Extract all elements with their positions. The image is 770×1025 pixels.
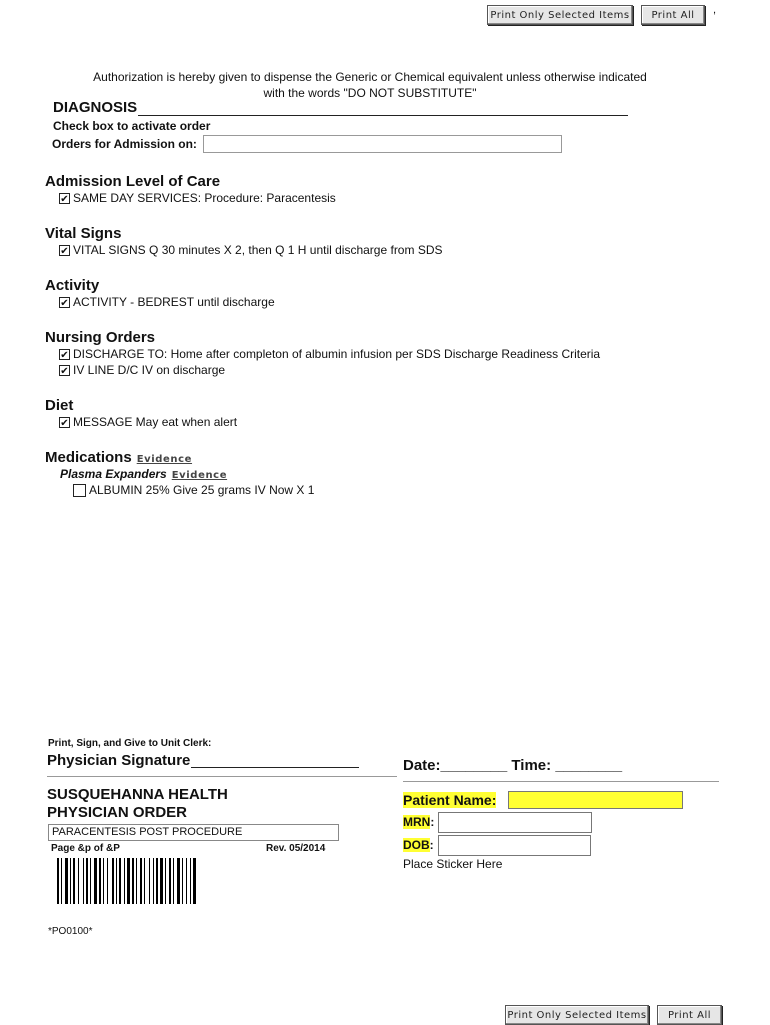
medications-title-text: Medications	[45, 449, 132, 466]
org-line-1: SUSQUEHANNA HEALTH	[47, 786, 228, 803]
order-item-albumin[interactable]	[73, 483, 314, 497]
order-text: VITAL SIGNS Q 30 minutes X 2, then Q 1 H until discharge from SDS	[73, 243, 443, 257]
plasma-evidence-link[interactable]: Evidence	[171, 470, 228, 481]
authorization-line-1: Authorization is hereby given to dispense the Generic or Chemical equivalent unless otherwise indicated	[93, 70, 647, 84]
order-item-activity[interactable]	[59, 295, 275, 309]
form-name-box: PARACENTESIS POST PROCEDURE	[48, 824, 339, 841]
order-text: ACTIVITY - BEDREST until discharge	[73, 295, 275, 309]
section-diet-title: Diet	[45, 397, 74, 414]
barcode-bar	[70, 858, 71, 904]
barcode-bar	[173, 858, 174, 904]
barcode-bar	[136, 858, 137, 904]
subsection-plasma-expanders	[60, 467, 227, 481]
section-admission-title: Admission Level of Care	[45, 173, 221, 190]
barcode-bar	[160, 858, 163, 904]
barcode-bar	[169, 858, 171, 904]
barcode-bar	[61, 858, 62, 904]
page-number: Page &p of &P	[51, 843, 120, 854]
barcode-bar	[99, 858, 101, 904]
barcode-bar	[186, 858, 187, 904]
barcode-bar	[116, 858, 117, 904]
barcode-bar	[165, 858, 166, 904]
order-item-diet[interactable]	[59, 415, 237, 429]
checkbox-checked[interactable]: ✔	[60, 417, 69, 429]
print-all-button[interactable]: Print All	[641, 5, 705, 25]
order-item-vital-signs[interactable]	[59, 243, 443, 257]
barcode-bar	[182, 858, 183, 904]
barcode-bar	[107, 858, 108, 904]
print-sign-instruction: Print, Sign, and Give to Unit Clerk:	[48, 738, 212, 749]
checkbox-checked[interactable]: ✔	[60, 297, 69, 309]
barcode-bar	[193, 858, 196, 904]
authorization-text	[60, 69, 680, 101]
patient-name-label-text: Patient Name:	[403, 792, 497, 808]
barcode-bar	[78, 858, 79, 904]
patient-name-field[interactable]	[508, 791, 683, 809]
barcode-bar	[144, 858, 145, 904]
barcode-bar	[190, 858, 191, 904]
authorization-line-2: with the words "DO NOT SUBSTITUTE"	[263, 86, 477, 100]
physician-signature-line[interactable]	[191, 767, 359, 768]
section-nursing-title: Nursing Orders	[45, 329, 156, 346]
barcode-bar	[119, 858, 121, 904]
section-vitals-title: Vital Signs	[45, 225, 122, 242]
barcode-bar	[103, 858, 104, 904]
checkbox-checked[interactable]: ✔	[60, 365, 69, 377]
order-text: SAME DAY SERVICES: Procedure: Paracentesis	[73, 191, 336, 205]
dob-label-text: DOB	[403, 838, 430, 852]
print-selected-button-bottom[interactable]: Print Only Selected Items	[505, 1005, 649, 1025]
date-time-label[interactable]: Date:________ Time: ________	[403, 757, 623, 774]
barcode-bar	[140, 858, 142, 904]
section-activity-title: Activity	[45, 277, 100, 294]
barcode-bar	[57, 858, 59, 904]
barcode-bar	[112, 858, 114, 904]
order-text: MESSAGE May eat when alert	[73, 415, 238, 429]
checkbox-checked[interactable]: ✔	[60, 193, 69, 205]
sticker-label: Place Sticker Here	[403, 857, 503, 871]
barcode-bar	[127, 858, 130, 904]
mrn-label: MRN:	[403, 815, 435, 829]
barcode-bar	[149, 858, 150, 904]
dob-label: DOB:	[403, 838, 434, 852]
subsection-title: Plasma Expanders	[60, 467, 167, 481]
mrn-label-text: MRN	[403, 815, 431, 829]
order-text: DISCHARGE TO: Home after completon of albumin infusion per SDS Discharge Readiness Criteria	[73, 347, 601, 361]
barcode-bar	[65, 858, 68, 904]
barcode-bar	[94, 858, 97, 904]
revision-date: Rev. 05/2014	[266, 843, 326, 854]
medications-evidence-link[interactable]: Evidence	[136, 454, 193, 465]
barcode-bar	[83, 858, 84, 904]
admission-date-field[interactable]	[203, 135, 562, 153]
barcode-bar	[153, 858, 154, 904]
barcode-bar	[132, 858, 134, 904]
barcode-bar	[86, 858, 88, 904]
divider-left	[47, 776, 397, 777]
organization-name	[47, 786, 228, 822]
barcode-bar	[124, 858, 125, 904]
order-item-iv-line[interactable]	[59, 363, 225, 377]
checkbox-unchecked[interactable]	[73, 484, 86, 497]
print-selected-button[interactable]: Print Only Selected Items	[487, 5, 633, 25]
barcode	[57, 858, 267, 906]
checkbox-checked[interactable]: ✔	[60, 349, 69, 361]
order-item-discharge[interactable]	[59, 347, 600, 361]
diagnosis-line[interactable]	[138, 115, 628, 116]
barcode-bar	[177, 858, 180, 904]
order-text: ALBUMIN 25% Give 25 grams IV Now X 1	[89, 483, 315, 497]
admission-date-label: Orders for Admission on:	[52, 137, 197, 151]
order-text: IV LINE D/C IV on discharge	[73, 363, 226, 377]
diagnosis-label: DIAGNOSIS	[53, 99, 138, 116]
physician-signature-label: Physician Signature	[47, 752, 191, 769]
check-box-hint: Check box to activate order	[53, 119, 211, 133]
section-medications-title	[45, 449, 192, 466]
barcode-bar	[156, 858, 158, 904]
print-all-button-bottom[interactable]: Print All	[657, 1005, 722, 1025]
mrn-field[interactable]	[438, 812, 592, 833]
corner-mark: ,	[713, 4, 717, 16]
checkbox-checked[interactable]: ✔	[60, 245, 69, 257]
barcode-text: *PO0100*	[48, 926, 93, 937]
patient-name-label	[403, 792, 496, 808]
order-item-same-day[interactable]	[59, 191, 336, 205]
divider-right	[403, 781, 719, 782]
barcode-bar	[90, 858, 91, 904]
barcode-bar	[73, 858, 75, 904]
dob-field[interactable]	[438, 835, 591, 856]
org-line-2: PHYSICIAN ORDER	[47, 804, 188, 821]
